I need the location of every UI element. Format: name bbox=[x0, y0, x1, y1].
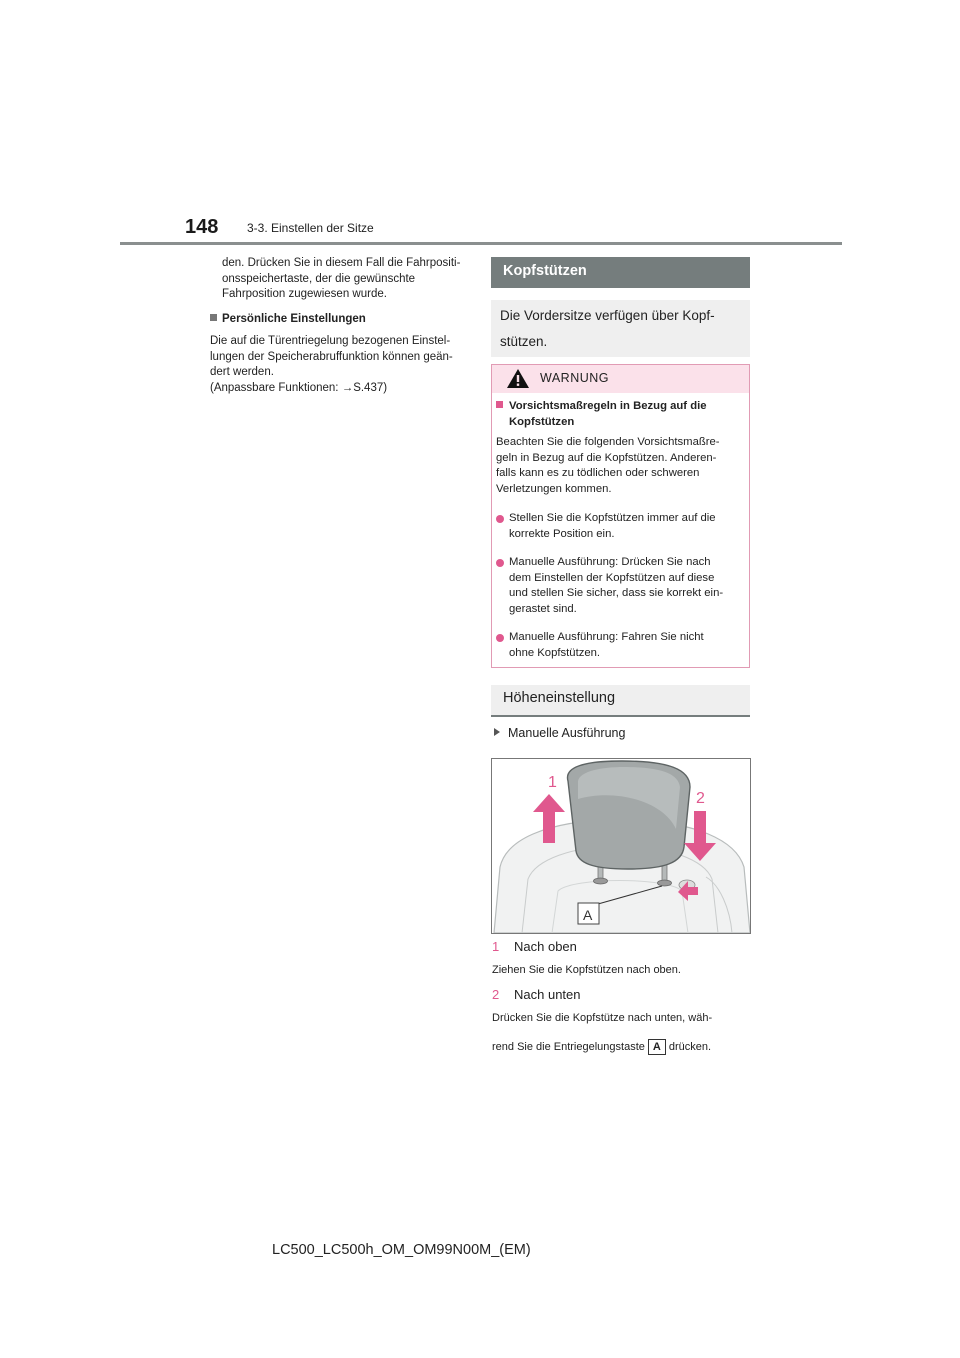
manual-version-item bbox=[494, 726, 625, 740]
warning-triangle-icon bbox=[506, 368, 530, 394]
warning-header bbox=[492, 365, 749, 393]
step-description-text: rend Sie die Entriegelungstaste bbox=[492, 1041, 645, 1053]
text-line: Die Vordersitze verfügen über Kopf- bbox=[500, 308, 715, 323]
text-line: und stellen Sie sicher, dass sie korrekt ein- bbox=[509, 587, 724, 599]
illustration-label-a: A bbox=[583, 907, 593, 923]
subheading-persoenliche-einstellungen bbox=[210, 313, 366, 325]
text-line: lungen der Speicherabruffunktion können geän- bbox=[210, 350, 453, 363]
text-line: dem Einstellen der Kopfstützen auf diese bbox=[509, 571, 715, 584]
subsection-heading-hoeheneinstellung: Höheneinstellung bbox=[503, 690, 616, 706]
step-description-text: drücken. bbox=[668, 1041, 712, 1053]
text-line: Beachten Sie die folgenden Vorsichtsmaßre- bbox=[496, 436, 720, 448]
warning-title: WARNUNG bbox=[540, 371, 610, 385]
triangle-bullet-icon bbox=[494, 728, 500, 736]
bullet-dot-icon bbox=[496, 634, 504, 642]
text-line: Fahrposition zugewiesen wurde. bbox=[222, 288, 387, 300]
body-text bbox=[210, 334, 478, 396]
step-description: Drücken Sie die Kopfstütze nach unten, wäh- bbox=[492, 1012, 713, 1024]
text-line: Verletzungen kommen. bbox=[496, 482, 612, 495]
section-heading-kopfstuetzen: Kopfstützen bbox=[503, 263, 587, 279]
step-label: Nach oben bbox=[514, 939, 577, 954]
text-line: falls kann es zu tödlichen oder schweren bbox=[496, 467, 700, 479]
illustration-label-1: 1 bbox=[548, 774, 557, 791]
subheading-label: Persönliche Einstellungen bbox=[222, 313, 366, 325]
warning-body bbox=[496, 435, 746, 497]
step-number: 1 bbox=[492, 939, 500, 954]
manual-version-label: Manuelle Ausführung bbox=[508, 726, 626, 740]
release-button-ref-badge: A bbox=[648, 1039, 666, 1055]
text-line: geln in Bezug auf die Kopfstützen. Anderen- bbox=[496, 451, 717, 464]
warning-subheading-line: Kopfstützen bbox=[509, 415, 575, 428]
text-line: Stellen Sie die Kopfstützen immer auf die bbox=[509, 512, 716, 524]
section-title: 3-3. Einstellen der Sitze bbox=[247, 221, 374, 235]
bullet-dot-icon bbox=[496, 515, 504, 523]
page-reference: (Anpassbare Funktionen: →S.437) bbox=[210, 381, 388, 394]
step-description bbox=[492, 1039, 711, 1055]
document-code-footer: LC500_LC500h_OM_OM99N00M_(EM) bbox=[272, 1242, 531, 1258]
bullet-dot-icon bbox=[496, 559, 504, 567]
text-line: den. Drücken Sie in diesem Fall die Fahrpositi- bbox=[222, 257, 461, 269]
warning-bullet bbox=[496, 511, 744, 542]
step-label: Nach unten bbox=[514, 987, 581, 1002]
warning-bullet bbox=[496, 630, 744, 661]
text-line: stützen. bbox=[500, 334, 548, 349]
page-number: 148 bbox=[185, 216, 219, 238]
text-line: onsspeichertaste, der die gewünschte bbox=[222, 272, 416, 285]
illustration-label-2: 2 bbox=[696, 790, 705, 807]
continuation-text bbox=[222, 256, 474, 303]
square-bullet-icon bbox=[210, 314, 217, 321]
step-number: 2 bbox=[492, 987, 500, 1002]
text-line: gerastet sind. bbox=[509, 602, 577, 615]
warning-subheading bbox=[496, 399, 741, 430]
text-line: ohne Kopfstützen. bbox=[509, 646, 601, 659]
header-rule bbox=[120, 242, 842, 245]
text-line: Manuelle Ausführung: Fahren Sie nicht bbox=[509, 631, 704, 643]
warning-bullet bbox=[496, 555, 744, 617]
warning-subheading-line: Vorsichtsmaßregeln in Bezug auf die bbox=[509, 400, 707, 412]
intro-text bbox=[500, 303, 745, 355]
headrest-illustration bbox=[491, 758, 751, 934]
step-description: Ziehen Sie die Kopfstützen nach oben. bbox=[492, 964, 681, 976]
text-line: korrekte Position ein. bbox=[509, 527, 615, 540]
text-line: Die auf die Türentriegelung bezogenen Einstel- bbox=[210, 335, 451, 347]
square-bullet-icon bbox=[496, 401, 503, 408]
text-line: Manuelle Ausführung: Drücken Sie nach bbox=[509, 556, 711, 568]
text-line: dert werden. bbox=[210, 366, 274, 378]
